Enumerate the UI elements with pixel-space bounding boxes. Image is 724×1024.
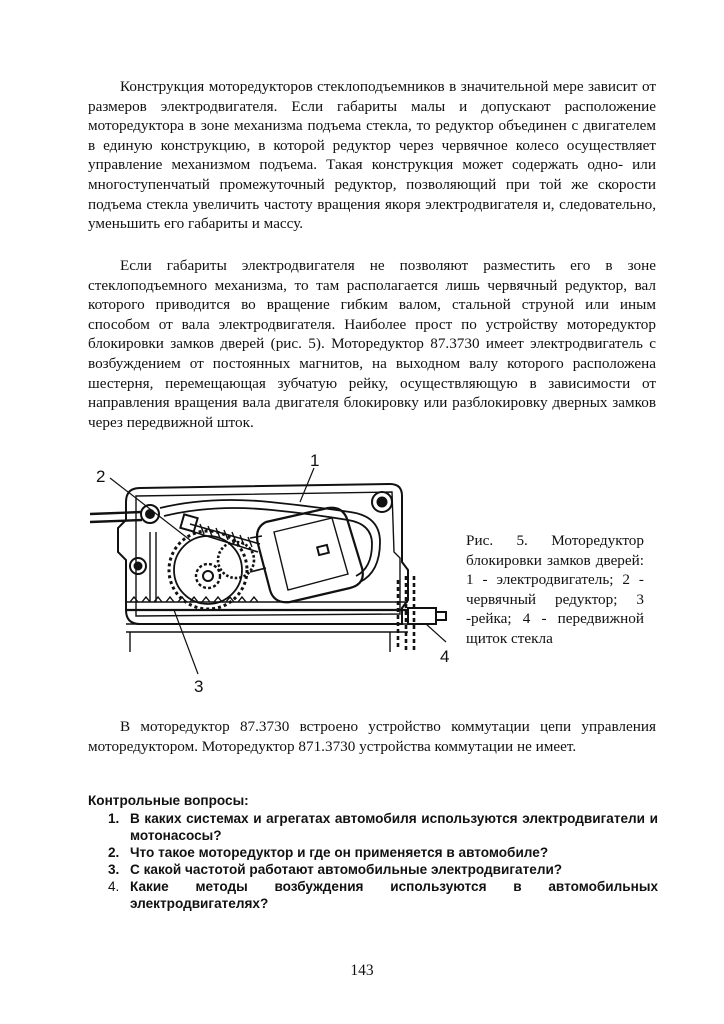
paragraph-motor-reducer-design: Конструкция моторедукторов стеклоподъемников в значительной мере зависит от размеров электродвигателя. Если габариты малы и допускают расположение моторедуктора в зоне механизма подъема стекла, то редуктор объединен с двигателем в единую конструкцию, в которой редуктор черeз червячное колесо осуществляет управление механизмом подъема. Такая конструкция может содержать одно- или многоступенчатый промежуточный редуктор, позволяющий при той же скорости подъема стекла увеличить частоту вращения якоря электродвигателя и, следовательно, уменьшить его габариты и массу. bbox=[88, 78, 656, 233]
question-number: 4. bbox=[108, 879, 120, 894]
question-text: С какой частотой работают автомобильные электродвигатели? bbox=[130, 862, 563, 877]
motor-reducer-drawing bbox=[90, 452, 460, 696]
question-text: В каких системах и агрегатах автомобиля используются электродвигатели и мотонасосы? bbox=[130, 811, 658, 843]
question-text: Какие методы возбуждения используются в автомобильных электродвигателях? bbox=[130, 879, 658, 911]
questions-title: Контрольные вопросы: bbox=[88, 793, 249, 808]
question-number: 3. bbox=[108, 862, 120, 877]
figure-5-caption: Рис. 5. Моторедуктор блокировки замков дверей: 1 - электродвигатель; 2 - червячный редуктор; 3 -рейка; 4 - передвижной щиток стекла bbox=[466, 532, 644, 647]
question-number: 2. bbox=[108, 845, 120, 860]
paragraph-commutation: В моторедуктор 87.3730 встроено устройство коммутации цепи управления моторедуктором. Моторедуктор 871.3730 устройства коммутации не имеет. bbox=[88, 718, 656, 755]
figure-label-1: 1 bbox=[310, 452, 320, 470]
question-number: 1. bbox=[108, 811, 120, 826]
question-item bbox=[88, 878, 658, 912]
question-text: Что такое моторедуктор и где он применяется в автомобиле? bbox=[130, 845, 549, 860]
questions-list bbox=[88, 810, 658, 912]
control-questions bbox=[88, 792, 658, 912]
question-item bbox=[88, 810, 658, 844]
question-item bbox=[88, 844, 658, 861]
page-number: 143 bbox=[350, 962, 374, 979]
question-item bbox=[88, 861, 658, 878]
paragraph-worm-reducer: Если габариты электродвигателя не позволяют разместить его в зоне стеклоподъемного механизма, то там располагается лишь червячный редуктор, вал которого приводится во вращение гибким валом, стальной струной или иным способом от вала электродвигателя. Наиболее прост по устройству моторедуктор блокировки замков дверей (рис. 5). Моторедуктор 87.3730 имеет электродвигатель с возбуждением от постоянных магнитов, на выходном валу которого расположена шестерня, перемещающая зубчатую рейку, осуществляющую в зависимости от направления вращения вала двигателя блокировку или разблокировку дверных замков через передвижной шток. bbox=[88, 257, 656, 431]
figure-label-3: 3 bbox=[194, 677, 204, 696]
figure-label-2: 2 bbox=[96, 467, 106, 486]
figure-label-4: 4 bbox=[440, 647, 450, 666]
figure-5-motor-reducer-diagram bbox=[90, 452, 460, 696]
